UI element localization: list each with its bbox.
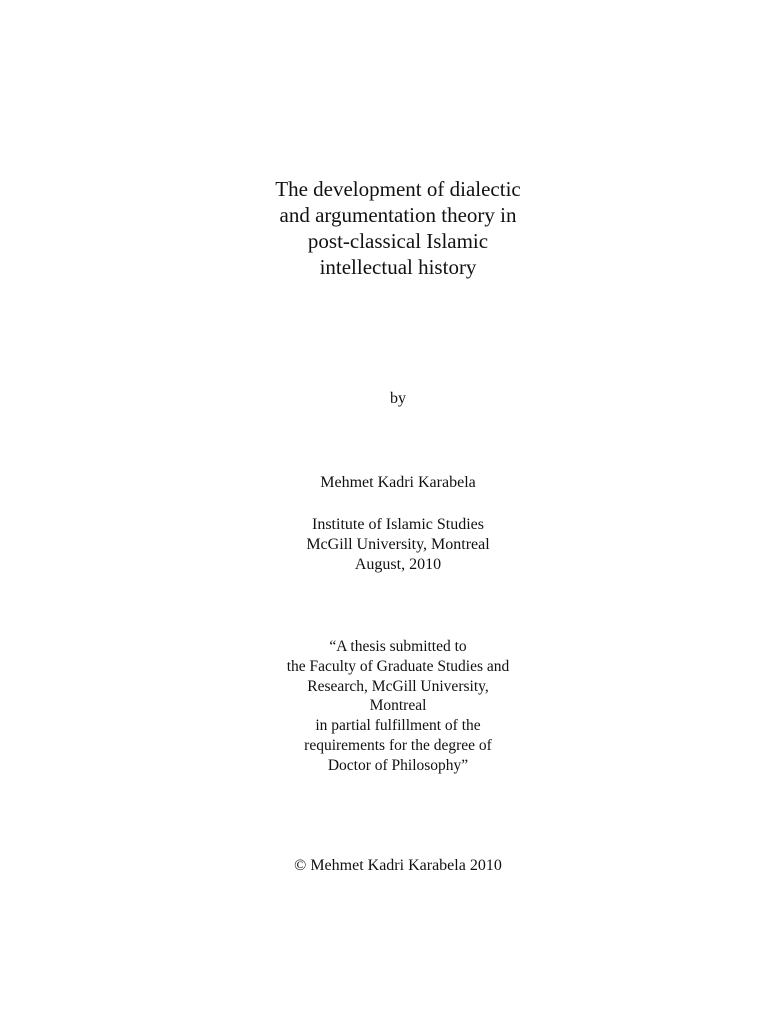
statement-line: the Faculty of Graduate Studies and — [286, 657, 510, 675]
copyright-notice: © Mehmet Kadri Karabela 2010 — [294, 857, 502, 874]
title-line: The development of dialectic — [275, 177, 521, 201]
title-line: and argumentation theory in — [279, 203, 517, 227]
author-name: Mehmet Kadri Karabela — [320, 474, 476, 491]
statement-line: “A thesis submitted to — [329, 638, 467, 655]
thesis-title — [0, 176, 768, 280]
statement-line: requirements for the degree of — [304, 736, 492, 754]
statement-line: Montreal — [369, 697, 427, 715]
statement-line: Doctor of Philosophy” — [327, 756, 469, 774]
title-line: intellectual history — [319, 255, 477, 279]
affiliation-date: August, 2010 — [354, 556, 442, 573]
statement-line: Research, McGill University, — [307, 677, 489, 695]
affiliation-block — [0, 515, 768, 575]
affiliation-university: McGill University, Montreal — [306, 536, 490, 553]
statement-line: in partial fulfillment of the — [315, 717, 481, 735]
affiliation-institute: Institute of Islamic Studies — [312, 516, 484, 533]
title-line: post-classical Islamic — [307, 229, 489, 253]
by-label: by — [390, 390, 406, 407]
thesis-statement — [0, 637, 768, 776]
